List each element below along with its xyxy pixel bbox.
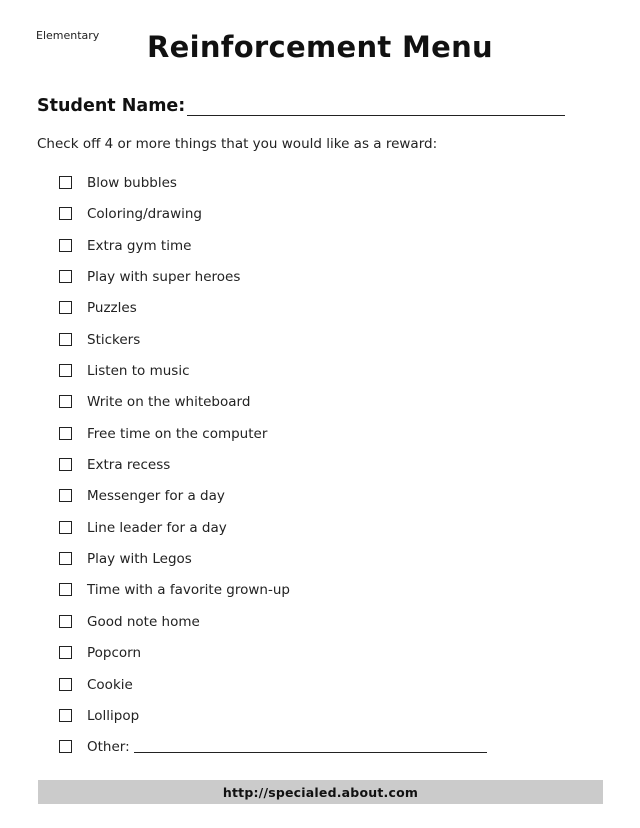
reward-label: Cookie: [87, 676, 133, 693]
checkbox[interactable]: [59, 709, 72, 722]
checkbox[interactable]: [59, 270, 72, 283]
footer-bar: [38, 780, 603, 804]
checkbox[interactable]: [59, 646, 72, 659]
list-item: [59, 456, 487, 487]
checkbox[interactable]: [59, 583, 72, 596]
list-item-other: [59, 738, 487, 769]
list-item: [59, 205, 487, 236]
student-name-label: Student Name:: [37, 96, 186, 116]
checkbox[interactable]: [59, 458, 72, 471]
checkbox[interactable]: [59, 176, 72, 189]
reward-label: Puzzles: [87, 300, 137, 317]
grade-level-label: Elementary: [36, 29, 100, 42]
instructions-text: Check off 4 or more things that you would like as a reward:: [37, 136, 438, 152]
reward-label: Listen to music: [87, 363, 190, 380]
reward-label: Extra recess: [87, 457, 171, 474]
reward-label: Write on the whiteboard: [87, 394, 251, 411]
footer-url: http://specialed.about.com: [222, 784, 419, 800]
checkbox[interactable]: [59, 678, 72, 691]
reward-label: Good note home: [87, 613, 200, 630]
list-item: [59, 174, 487, 205]
list-item: [59, 331, 487, 362]
checkbox[interactable]: [59, 301, 72, 314]
checkbox[interactable]: [59, 395, 72, 408]
reward-label: Lollipop: [87, 707, 140, 724]
list-item: [59, 519, 487, 550]
reward-label: Stickers: [87, 331, 141, 348]
reward-label: Line leader for a day: [87, 519, 227, 536]
list-item: [59, 393, 487, 424]
list-item: [59, 425, 487, 456]
checkbox[interactable]: [59, 207, 72, 220]
reward-label: Play with super heroes: [87, 269, 241, 286]
list-item: [59, 237, 487, 268]
student-name-row: [37, 96, 565, 116]
student-name-field[interactable]: [187, 97, 565, 116]
reward-checklist: [59, 174, 487, 770]
reward-label: Free time on the computer: [87, 425, 268, 442]
checkbox[interactable]: [59, 427, 72, 440]
checkbox[interactable]: [59, 552, 72, 565]
list-item: [59, 268, 487, 299]
list-item: [59, 550, 487, 581]
reward-label: Blow bubbles: [87, 175, 177, 191]
reward-label: Popcorn: [87, 645, 142, 662]
list-item: [59, 581, 487, 612]
reward-label: Messenger for a day: [87, 488, 225, 505]
checkbox[interactable]: [59, 239, 72, 252]
checkbox[interactable]: [59, 364, 72, 377]
reward-label: Extra gym time: [87, 237, 192, 254]
page-title: Reinforcement Menu: [147, 30, 493, 64]
list-item: [59, 613, 487, 644]
list-item: [59, 707, 487, 738]
checkbox[interactable]: [59, 521, 72, 534]
other-label: Other:: [87, 739, 130, 756]
reward-label: Coloring/drawing: [87, 206, 202, 223]
checkbox[interactable]: [59, 740, 72, 753]
list-item: [59, 487, 487, 518]
other-field[interactable]: [134, 738, 487, 753]
checkbox[interactable]: [59, 489, 72, 502]
list-item: [59, 676, 487, 707]
other-row: [87, 738, 487, 756]
checkbox[interactable]: [59, 333, 72, 346]
reward-label: Time with a favorite grown-up: [87, 582, 290, 599]
list-item: [59, 644, 487, 675]
list-item: [59, 299, 487, 330]
checkbox[interactable]: [59, 615, 72, 628]
list-item: [59, 362, 487, 393]
reward-label: Play with Legos: [87, 551, 192, 568]
